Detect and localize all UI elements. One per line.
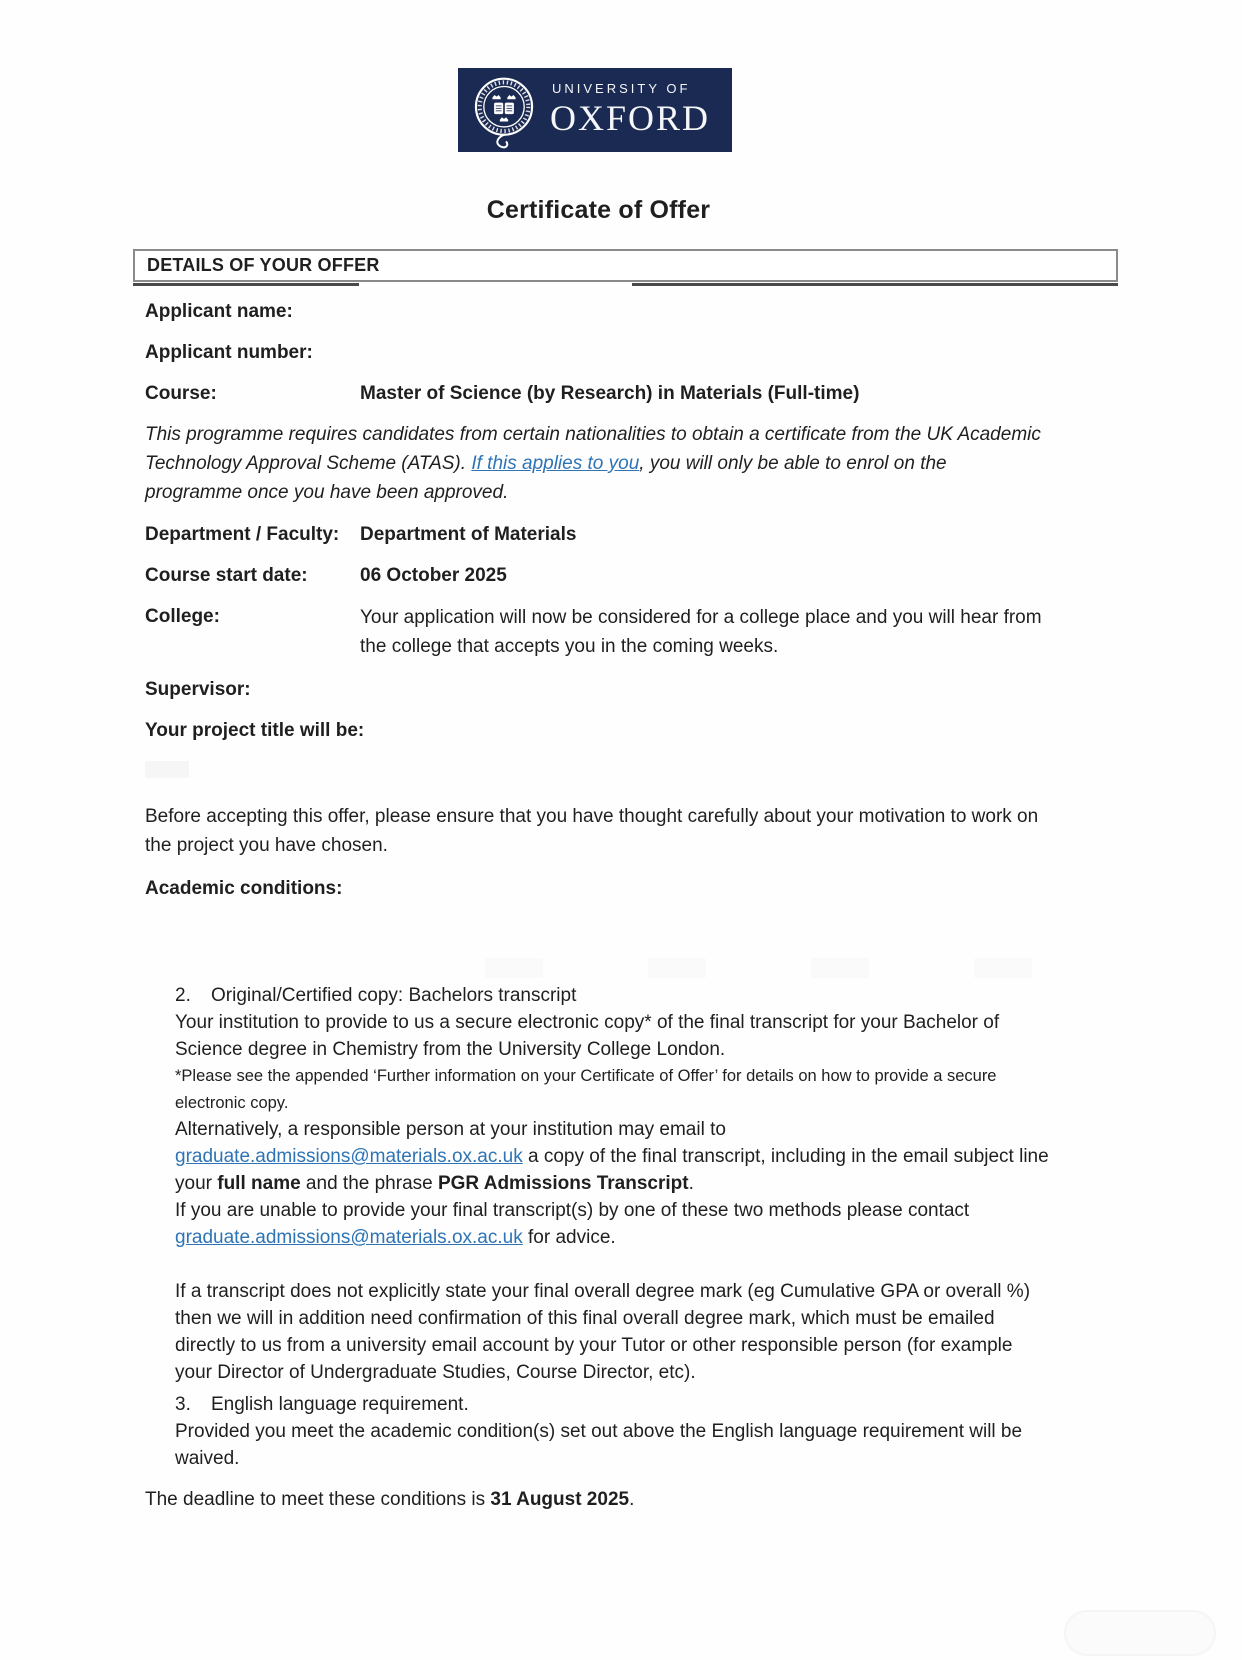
- condition-2-text: Your institution to provide to us a secure electronic copy* of the final transcript for your Bachelor of Science degree in Chemistry from the University College London.: [175, 1012, 1000, 1060]
- condition-2-heading: [175, 982, 1053, 1009]
- condition-3-number: 3.: [175, 1394, 191, 1415]
- deadline-line: [145, 1486, 1042, 1513]
- logo-text: [550, 81, 710, 139]
- start-date-value: 06 October 2025: [360, 565, 507, 586]
- course-label: Course:: [145, 383, 217, 404]
- alternative-paragraph: [175, 1116, 1053, 1197]
- logo-banner: [0, 0, 1242, 152]
- academic-conditions-label: Academic conditions:: [145, 878, 343, 899]
- applicant-number-value: [360, 339, 1042, 366]
- condition-2-title: Original/Certified copy: Bachelors transcript: [211, 985, 577, 1006]
- details-section-header: [133, 249, 1118, 282]
- deadline-text-after: .: [629, 1489, 635, 1510]
- atas-note: [145, 420, 1042, 507]
- admissions-email-link-2[interactable]: graduate.admissions@materials.ox.ac.uk: [175, 1227, 523, 1248]
- supervisor-row: [145, 676, 1042, 703]
- applicant-name-row: [145, 298, 1042, 325]
- redaction-block: [648, 958, 706, 978]
- condition-2-footnote: *Please see the appended ‘Further information on your Certificate of Offer’ for details on how to provide a secure electronic copy.: [175, 1067, 997, 1112]
- scan-line-artifact-right: [632, 283, 1118, 286]
- redaction-block: [811, 958, 869, 978]
- department-label: Department / Faculty:: [145, 524, 340, 545]
- gpa-paragraph: If a transcript does not explicitly state your final overall degree mark (eg Cumulative GPA or overall %) then we will in addition need confirmation of this final overall degree mark, which must be emailed directly to us from a university email account by your Tutor or other responsible person (for example your Director of Undergraduate Studies, Course Director, etc).: [175, 1281, 1031, 1383]
- condition-3-text: Provided you meet the academic condition(s) set out above the English language requirement will be waived.: [175, 1421, 1023, 1469]
- redacted-conditions-area: [145, 958, 1042, 980]
- motivation-note: Before accepting this offer, please ensure that you have thought carefully about your motivation to work on the project you have chosen.: [145, 806, 1039, 856]
- admissions-email-link[interactable]: graduate.admissions@materials.ox.ac.uk: [175, 1146, 523, 1167]
- conditions-list: [175, 982, 1053, 1472]
- project-title-label: Your project title will be:: [145, 720, 365, 741]
- offer-details: [145, 298, 1049, 1513]
- course-row: [145, 380, 1042, 407]
- oxford-logo: [458, 68, 732, 152]
- college-value: Your application will now be considered for a college place and you will hear from the college that accepts you in the coming weeks.: [360, 607, 1042, 657]
- department-value: Department of Materials: [360, 524, 577, 545]
- alt-text-mid1: a copy of the final transcript, including in the email subject line your: [175, 1146, 1049, 1194]
- applicant-number-label: Applicant number:: [145, 342, 313, 363]
- start-date-row: [145, 562, 1042, 589]
- atas-link[interactable]: If this applies to you: [471, 453, 640, 474]
- applicant-number-row: [145, 339, 1042, 366]
- watermark: [1064, 1610, 1216, 1656]
- condition-2-number: 2.: [175, 985, 191, 1006]
- alt-text-mid2: and the phrase: [300, 1173, 438, 1194]
- course-value: Master of Science (by Research) in Materials (Full-time): [360, 383, 860, 404]
- condition-3-title: English language requirement.: [211, 1394, 469, 1415]
- condition-3-heading: [175, 1391, 1053, 1418]
- deadline-text-before: The deadline to meet these conditions is: [145, 1489, 491, 1510]
- full-name-bold: full name: [217, 1173, 301, 1194]
- deadline-date: 31 August 2025: [490, 1489, 630, 1510]
- scan-line-artifact-left: [133, 283, 359, 286]
- applicant-name-label: Applicant name:: [145, 301, 293, 322]
- college-label: College:: [145, 606, 220, 627]
- redacted-project-title: [145, 761, 189, 778]
- unable-text-before: If you are unable to provide your final transcript(s) by one of these two methods please contact: [175, 1200, 970, 1221]
- atas-note-text-after: , you will only be able to enrol on the programme once you have been approved.: [145, 453, 947, 503]
- redaction-block: [974, 958, 1032, 978]
- supervisor-value: [360, 676, 1042, 703]
- applicant-name-value: [360, 298, 1042, 325]
- alt-text-before: Alternatively, a responsible person at your institution may email to: [175, 1119, 726, 1140]
- project-title-row: [145, 717, 1042, 744]
- unable-paragraph: [175, 1197, 1053, 1251]
- page-title: Certificate of Offer: [486, 196, 711, 224]
- atas-note-text-before: This programme requires candidates from certain nationalities to obtain a certificate from the UK Academic Technology Approval Scheme (ATAS).: [145, 424, 1041, 474]
- unable-text-after: for advice.: [522, 1227, 616, 1248]
- logo-oxford: OXFORD: [550, 98, 711, 138]
- redaction-block: [485, 958, 543, 978]
- logo-university-of: UNIVERSITY OF: [552, 81, 691, 96]
- pgr-transcript-bold: PGR Admissions Transcript: [437, 1173, 689, 1194]
- supervisor-label: Supervisor:: [145, 679, 251, 700]
- oxford-crest-icon: [468, 70, 540, 150]
- start-date-label: Course start date:: [145, 565, 308, 586]
- department-row: [145, 521, 1042, 548]
- alt-text-end: .: [688, 1173, 694, 1194]
- details-section-title: DETAILS OF YOUR OFFER: [147, 255, 380, 275]
- college-row: [145, 603, 1042, 661]
